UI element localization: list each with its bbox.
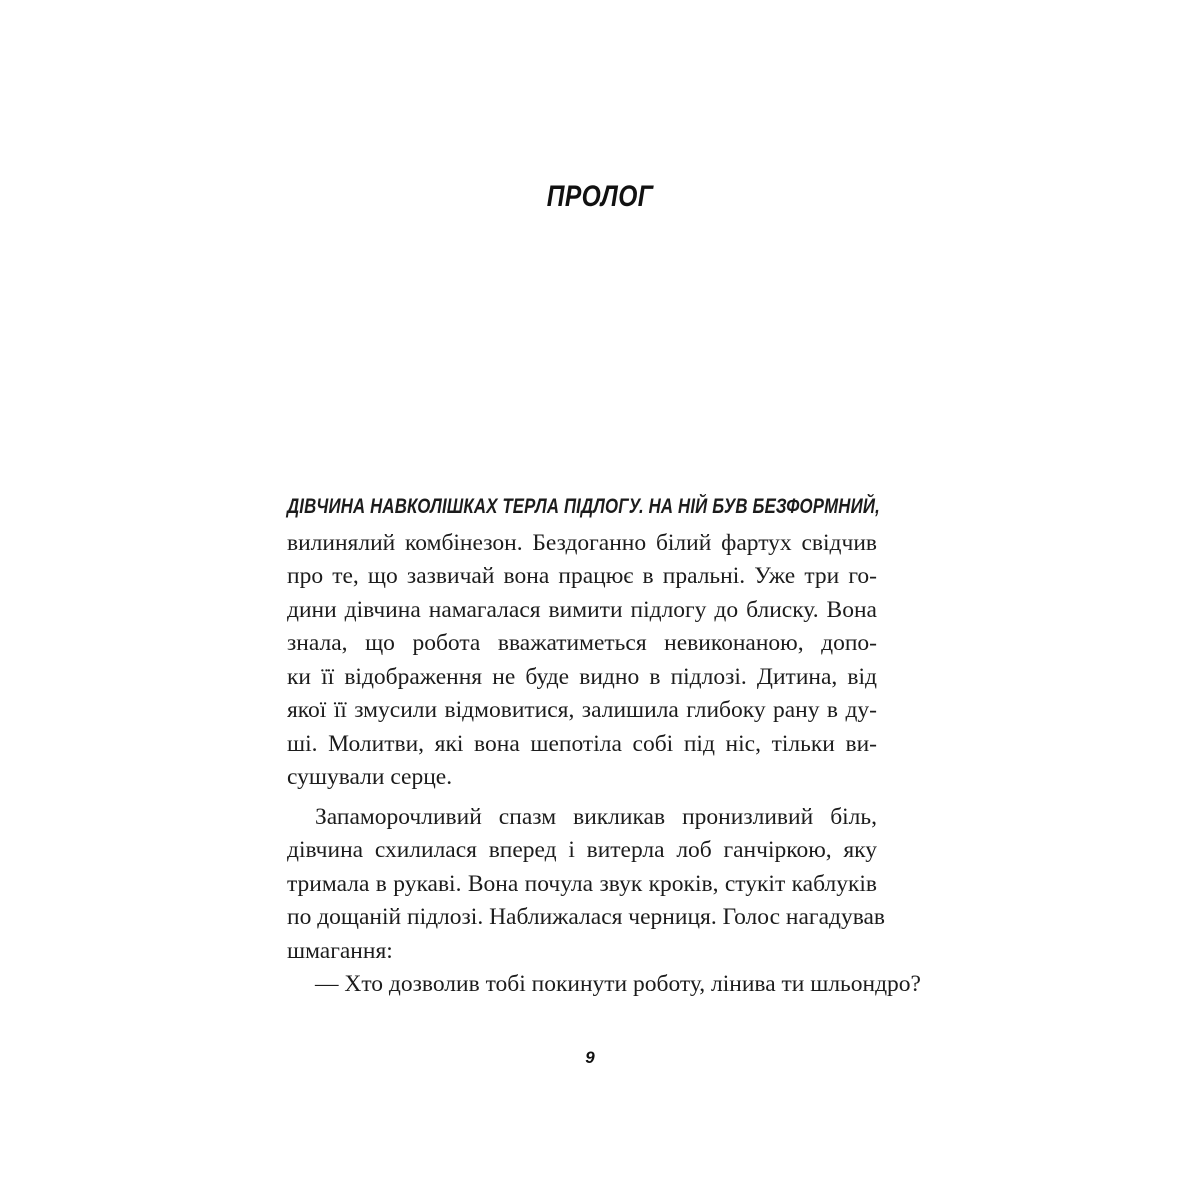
- text-line: дини дівчина намагалася вимити підлогу до блиску. Вона: [287, 596, 877, 623]
- text-line: ші. Молитви, які вона шепотіла собі під ніс, тільки ви-: [287, 730, 877, 757]
- paragraph-2: [287, 801, 886, 969]
- text-line: шмагання:: [287, 937, 393, 964]
- text-line: дівчина схилилася вперед і витерла лоб ганчіркою, яку: [287, 837, 877, 863]
- text-line: по дощаній підлозі. Наближалася черниця. Голос нагадував: [287, 904, 886, 930]
- text-line: сушували серце.: [287, 764, 453, 790]
- body-text: [287, 490, 921, 1002]
- text-line: якої її змусили відмовитися, залишила глибоку рану в ду-: [287, 697, 877, 723]
- lead-line: ДІВЧИНА НАВКОЛІШКАХ ТЕРЛА ПІДЛОГУ. НА НІЙ БУВ БЕЗФОРМНИЙ,: [287, 495, 880, 518]
- text-line: ки її відображення не буде видно в підлозі. Дитина, від: [287, 663, 877, 690]
- text-line: вилинялий комбінезон. Бездоганно білий фартух свідчив: [287, 529, 877, 556]
- text-line: знала, що робота вважатиметься невиконаною, допо-: [287, 630, 877, 656]
- chapter-title: ПРОЛОГ: [546, 180, 654, 213]
- page-number: 9: [585, 1048, 595, 1067]
- text-line: Запаморочливий спазм викликав пронизливий біль,: [315, 803, 877, 830]
- text-line: тримала в рукаві. Вона почула звук кроків, стукіт каблуків: [287, 870, 877, 897]
- dialogue-line: — Хто дозволив тобі покинути роботу, лінива ти шльондро?: [315, 971, 921, 997]
- text-line: про те, що зазвичай вона працює в пральні. Уже три го-: [287, 563, 877, 589]
- paragraph-1: [287, 527, 877, 795]
